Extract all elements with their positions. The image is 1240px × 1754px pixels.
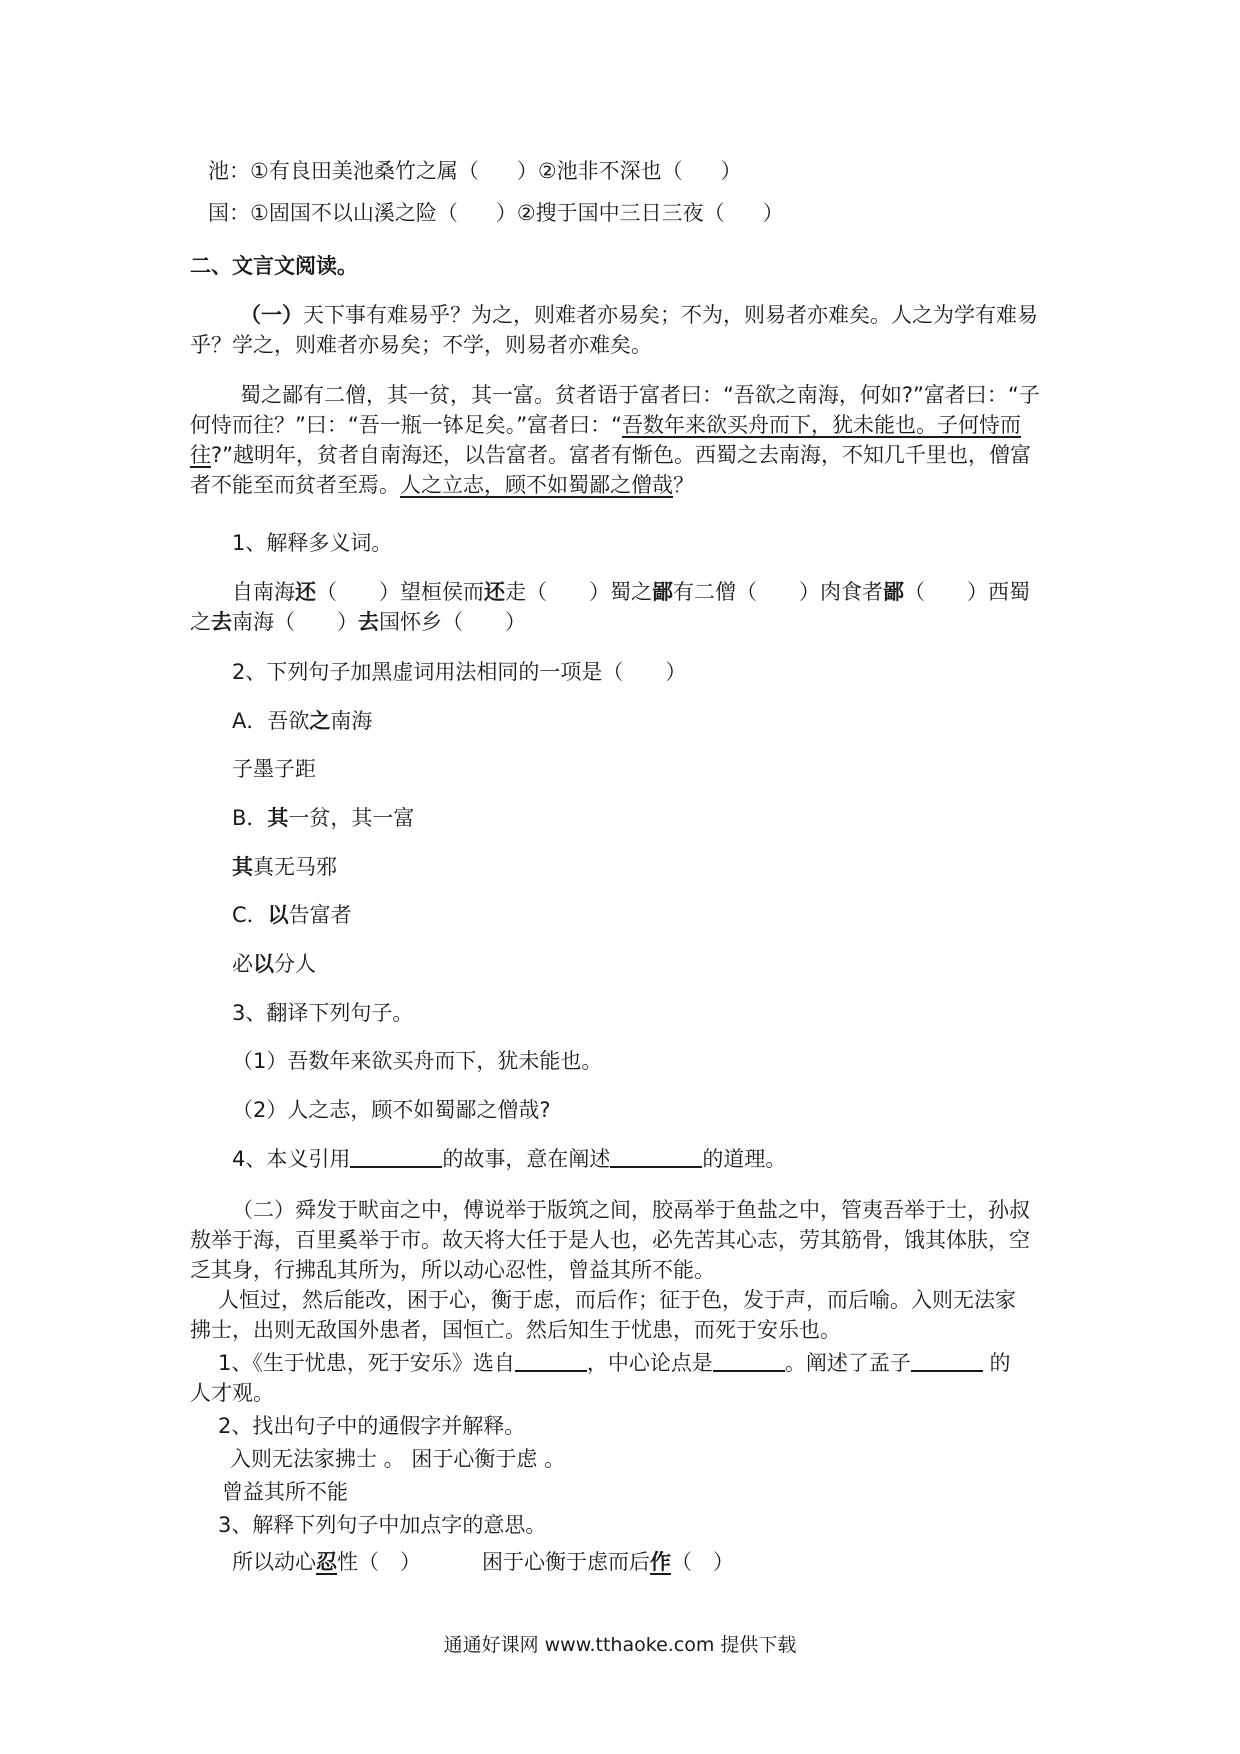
answer-blank[interactable] — [713, 1350, 785, 1372]
key-char: 鄙 — [652, 580, 673, 604]
passage-label: （一） — [240, 303, 303, 327]
q-text: 有二僧（ ）肉食者 — [673, 580, 883, 604]
underlined-sentence: 吾数年来欲买舟而下，犹未能也。子何恃而 — [622, 413, 1022, 437]
vocab-char: 国： — [208, 201, 250, 225]
q-text: 一贫，其一富 — [288, 806, 415, 830]
q-text: 的 — [982, 1351, 1011, 1375]
p2-question-1-cont: 人才观。 — [190, 1381, 274, 1405]
passage-text: 天下事有难易乎？为之，则难者亦易矣；不为，则易者亦难矣。人之为学有难易 — [303, 303, 1038, 327]
q-text: 1、《生于忧患，死于安乐》选自 — [218, 1351, 515, 1375]
vocab-line-chi — [208, 156, 742, 186]
passage1-story-line: 蜀之鄙有二僧，其一贫，其一富。贫者语于富者曰：“吾欲之南海，何如?”富者曰：“子 — [240, 383, 1040, 407]
q-text: 告富者 — [288, 903, 352, 927]
q-text: 的故事，意在阐述 — [442, 1147, 611, 1171]
q-text: 必 — [232, 952, 253, 976]
passage1-intro-line — [240, 300, 1038, 330]
q-text: 分人 — [274, 952, 316, 976]
key-char: 其 — [267, 806, 289, 830]
key-char: 去 — [211, 610, 232, 634]
key-char: 之 — [309, 709, 331, 733]
page-footer: 通通好课网 www.tthaoke.com 提供下载 — [443, 1634, 797, 1656]
option-c — [232, 900, 352, 930]
key-char: 以 — [267, 903, 289, 927]
q-text: 国怀乡（ ） — [379, 610, 526, 634]
q-text: （ ）望桓侯而 — [316, 580, 484, 604]
answer-blank[interactable] — [610, 1146, 702, 1168]
q-text: 所以动心 — [232, 1550, 316, 1574]
q-text: 南海（ ） — [232, 610, 358, 634]
key-char: 忍 — [316, 1550, 337, 1574]
question-1-title: 1、解释多义词。 — [232, 531, 393, 555]
vocab-bracket: ） — [720, 159, 742, 183]
key-char: 作 — [650, 1550, 671, 1574]
passage1-intro-line: 乎？学之，则难者亦易矣；不学，则易者亦难矣。 — [190, 333, 652, 357]
q-text: （ ）西蜀 — [904, 580, 1030, 604]
passage1-story-line — [190, 410, 1021, 440]
p2-question-3-title: 3、解释下列句子中加点字的意思。 — [218, 1513, 547, 1537]
q-text: B． — [232, 806, 268, 830]
p2-question-1 — [218, 1348, 1011, 1378]
key-char: 去 — [358, 610, 379, 634]
key-char: 以 — [253, 952, 274, 976]
vocab-char: 池： — [208, 159, 250, 183]
vocab-item: ②池非不深也（ — [537, 159, 683, 183]
passage-text: ？ — [673, 473, 694, 497]
q-text: A．吾欲 — [232, 709, 310, 733]
question-1-items — [232, 577, 1030, 607]
q-text: 困于心衡于虑而后 — [482, 1550, 650, 1574]
passage1-story-line — [190, 470, 694, 500]
q-text: 4、本义引用 — [232, 1147, 351, 1171]
answer-blank[interactable] — [350, 1146, 442, 1168]
question-2-title: 2、下列句子加黑虚词用法相同的一项是（ ） — [232, 660, 687, 684]
vocab-bracket: ） — [495, 201, 517, 225]
q-text: C． — [232, 903, 268, 927]
passage1-story-line — [190, 440, 1031, 470]
vocab-bracket: ） — [516, 159, 538, 183]
vocab-item: ①固国不以山溪之险（ — [250, 201, 458, 225]
vocab-bracket: ） — [762, 201, 784, 225]
vocab-item: ①有良田美池桑竹之属（ — [250, 159, 479, 183]
q-text: 自南海 — [232, 580, 295, 604]
vocab-line-guo — [208, 198, 784, 228]
translate-sentence-2: （2）人之志，顾不如蜀鄙之僧哉? — [232, 1098, 551, 1122]
passage-text: 何恃而往？”曰：“吾一瓶一钵足矣。”富者曰：“ — [190, 413, 623, 437]
question-4 — [232, 1144, 786, 1174]
p2-question-2-line: 入则无法家拂士 。 困于心衡于虑 。 — [230, 1447, 566, 1471]
p2-question-3-b — [482, 1547, 734, 1577]
q-text: 之 — [190, 610, 211, 634]
q-text: 真无马邪 — [253, 855, 337, 879]
option-a-compare: 子墨子距 — [232, 757, 316, 781]
passage2-line: 敖举于海，百里奚举于市。故天将大任于是人也，必先苦其心志，劳其筋骨，饿其体肤，空 — [190, 1228, 1030, 1252]
question-3-title: 3、翻译下列句子。 — [232, 1001, 414, 1025]
passage2-line: 乏其身，行拂乱其所为，所以动心忍性，曾益其所不能。 — [190, 1258, 715, 1282]
vocab-item: ②搜于国中三日三夜（ — [516, 201, 725, 225]
q-text: 走（ ）蜀之 — [505, 580, 652, 604]
option-a — [232, 706, 372, 736]
key-char: 还 — [295, 580, 316, 604]
passage2-line: 拂士，出则无敌国外患者，国恒亡。然后知生于忧患，而死于安乐也。 — [190, 1318, 841, 1342]
p2-question-3-a — [232, 1547, 421, 1577]
section-heading: 二、文言文阅读。 — [190, 254, 358, 278]
question-1-items — [190, 607, 526, 637]
q-text: （ ） — [671, 1550, 734, 1574]
answer-blank[interactable] — [515, 1350, 587, 1372]
option-b — [232, 803, 414, 833]
underlined-sentence: 往 — [190, 443, 211, 467]
underlined-sentence: 人之立志，顾不如蜀鄙之僧哉 — [400, 473, 673, 497]
passage2-line: （二）舜发于畎亩之中，傅说举于版筑之间，胶鬲举于鱼盐之中，管夷吾举于士，孙叔 — [232, 1198, 1030, 1222]
answer-blank[interactable] — [911, 1350, 983, 1372]
option-c-compare — [232, 949, 316, 979]
key-char: 还 — [484, 580, 505, 604]
q-text: 南海 — [330, 709, 373, 733]
q-text: 性（ ） — [337, 1550, 421, 1574]
passage-text: ?”越明年，贫者自南海还，以告富者。富者有惭色。西蜀之去南海，不知几千里也，僧富 — [211, 443, 1032, 467]
q-text: 。阐述了孟子 — [784, 1351, 911, 1375]
q-text: ，中心论点是 — [586, 1351, 713, 1375]
option-b-compare — [232, 852, 337, 882]
passage2-line: 人恒过，然后能改，困于心，衡于虑，而后作；征于色，发于声，而后喻。入则无法家 — [218, 1288, 1016, 1312]
passage-text: 者不能至而贫者至焉。 — [190, 473, 400, 497]
key-char: 鄙 — [883, 580, 904, 604]
p2-question-2-line: 曾益其所不能 — [222, 1480, 348, 1504]
key-char: 其 — [232, 855, 253, 879]
translate-sentence-1: （1）吾数年来欲买舟而下，犹未能也。 — [232, 1049, 603, 1073]
p2-question-2-title: 2、找出句子中的通假字并解释。 — [218, 1414, 526, 1438]
q-text: 的道理。 — [702, 1147, 787, 1171]
